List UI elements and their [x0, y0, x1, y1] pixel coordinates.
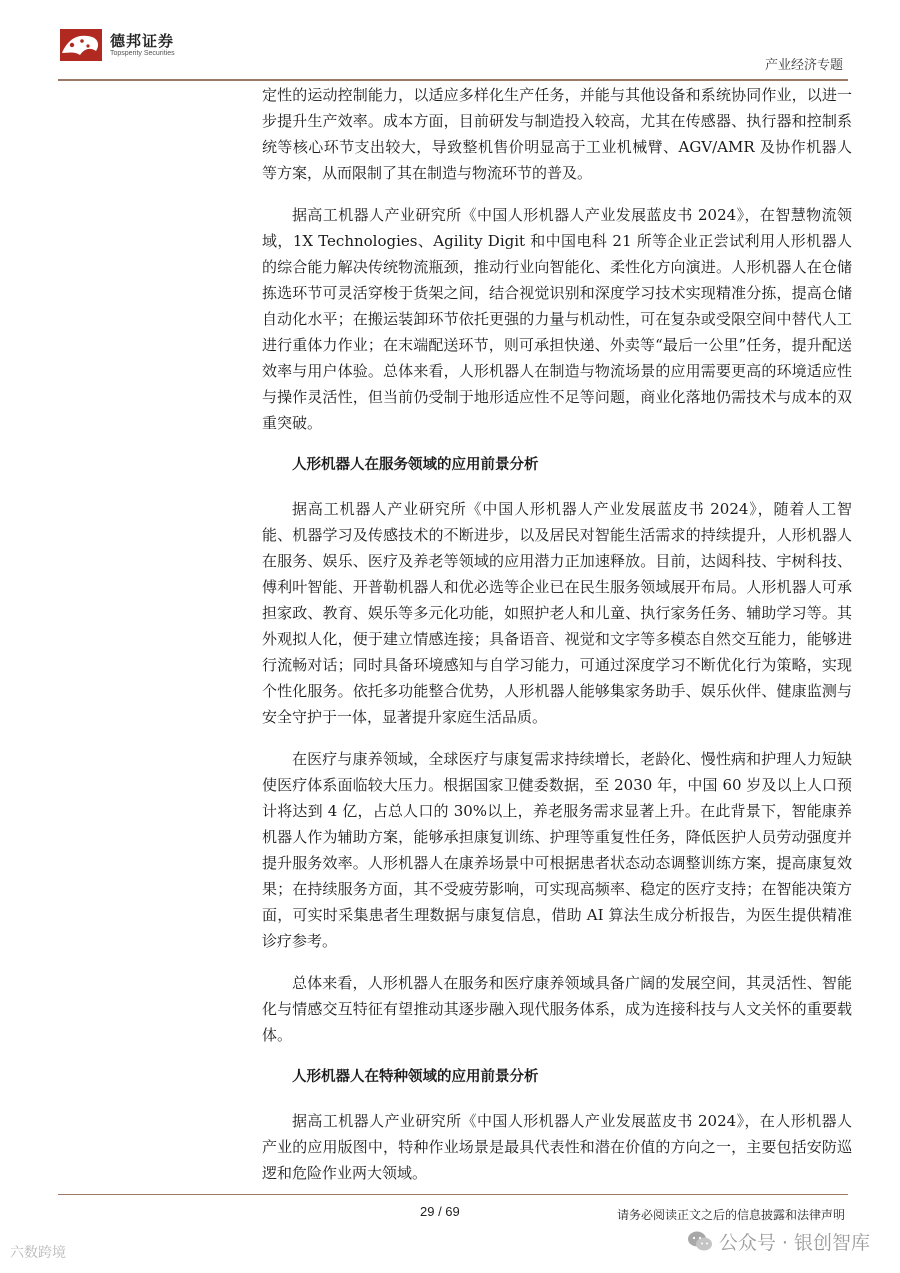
paragraph-service-summary: 总体来看，人形机器人在服务和医疗康养领域具备广阔的发展空间，其灵活性、智能化与情感交互特征有望推动其逐步融入现代服务体系，成为连接科技与人文关怀的重要载体。	[262, 974, 852, 1044]
company-logo-icon	[58, 25, 104, 65]
footer-divider	[58, 1194, 848, 1195]
paragraph-special: 据高工机器人产业研究所《中国人形机器人产业发展蓝皮书 2024》，在人形机器人产业的应用版图中，特种作业场景是最具代表性和潜在价值的方向之一，主要包括安防巡逻和危险作业两大领域。	[262, 1112, 852, 1182]
report-topic: 产业经济专题	[764, 58, 843, 73]
brand-name-cn: 德邦证券	[110, 32, 175, 50]
paragraph-service: 据高工机器人产业研究所《中国人形机器人产业发展蓝皮书 2024》，随着人工智能、机器学习及传感技术的不断进步，以及居民对智能生活需求的持续提升，人形机器人在服务、娱乐、医疗及养老等领域的应用潜力正加速释放。目前，达闼科技、宇树科技、傅利叶智能、开普勒机器人和优必选等企业已在民生服务领域展开布局。人形机器人可承担家政、教育、娱乐等多元化功能，如照护老人和儿童、执行家务任务、辅助学习等。其外观拟人化，便于建立情感连接；具备语音、视觉和文字等多模态自然交互能力，能够进行流畅对话；同时具备环境感知与自学习能力，可通过深度学习不断优化行为策略，实现个性化服务。依托多功能整合优势，人形机器人能够集家务助手、娱乐伙伴、健康监测与安全守护于一体，显著提升家庭生活品质。	[262, 500, 852, 726]
header-divider	[58, 79, 848, 81]
paragraph-healthcare: 在医疗与康养领域，全球医疗与康复需求持续增长，老龄化、慢性病和护理人力短缺使医疗体系面临较大压力。根据国家卫健委数据，至 2030 年，中国 60 岁及以上人口预计将达到 4 亿，占总人口的 30%以上，养老服务需求显著上升。在此背景下，智能康养机器人作为辅助方案，能够承担康复训练、护理等重复性任务，降低医护人员劳动强度并提升服务效率。人形机器人在康养场景中可根据患者状态动态调整训练方案，提高康复效果；在持续服务方面，其不受疲劳影响，可实现高频率、稳定的医疗支持；在智能决策方面，可实时采集患者生理数据与康复信息，借助 AI 算法生成分析报告，为医生提供精准诊疗参考。	[262, 750, 852, 950]
watermark-right	[687, 1226, 870, 1256]
page-header	[0, 0, 900, 80]
report-body	[262, 82, 852, 1202]
page-number: 29 / 69	[420, 1204, 460, 1219]
watermark-right-text: 公众号 · 银创智库	[718, 1231, 870, 1254]
legal-disclaimer: 请务必阅读正文之后的信息披露和法律声明	[616, 1208, 845, 1222]
section-heading-special: 人形机器人在特种领域的应用前景分析	[292, 1069, 539, 1085]
paragraph-logistics: 据高工机器人产业研究所《中国人形机器人产业发展蓝皮书 2024》，在智慧物流领域，1X Technologies、Agility Digit 和中国电科 21 所等企业正尝试利用人形机器人的综合能力解决传统物流瓶颈，推动行业向智能化、柔性化方向演进。人形机器人在仓储拣选环节可灵活穿梭于货架之间，结合视觉识别和深度学习技术实现精准分拣，提高仓储自动化水平；在搬运装卸环节依托更强的力量与机动性，可在复杂或受限空间中替代人工进行重体力作业；在末端配送环节，则可承担快递、外卖等“最后一公里”任务，提升配送效率与用户体验。总体来看，人形机器人在制造与物流场景的应用需要更高的环境适应性与操作灵活性，但当前仍受制于地形适应性不足等问题，商业化落地仍需技术与成本的双重突破。	[262, 206, 852, 432]
paragraph-manufacturing-cont: 定性的运动控制能力，以适应多样化生产任务，并能与其他设备和系统协同作业，以进一步提升生产效率。成本方面，目前研发与制造投入较高，尤其在传感器、执行器和控制系统等核心环节支出较大，导致整机售价明显高于工业机械臂、AGV/AMR 及协作机器人等方案，从而限制了其在制造与物流环节的普及。	[262, 86, 852, 182]
brand-name-en: Topsperity Securities	[110, 50, 175, 57]
wechat-icon	[687, 1230, 713, 1252]
section-heading-service: 人形机器人在服务领域的应用前景分析	[292, 457, 539, 473]
watermark-left: 六数跨境	[10, 1245, 66, 1261]
